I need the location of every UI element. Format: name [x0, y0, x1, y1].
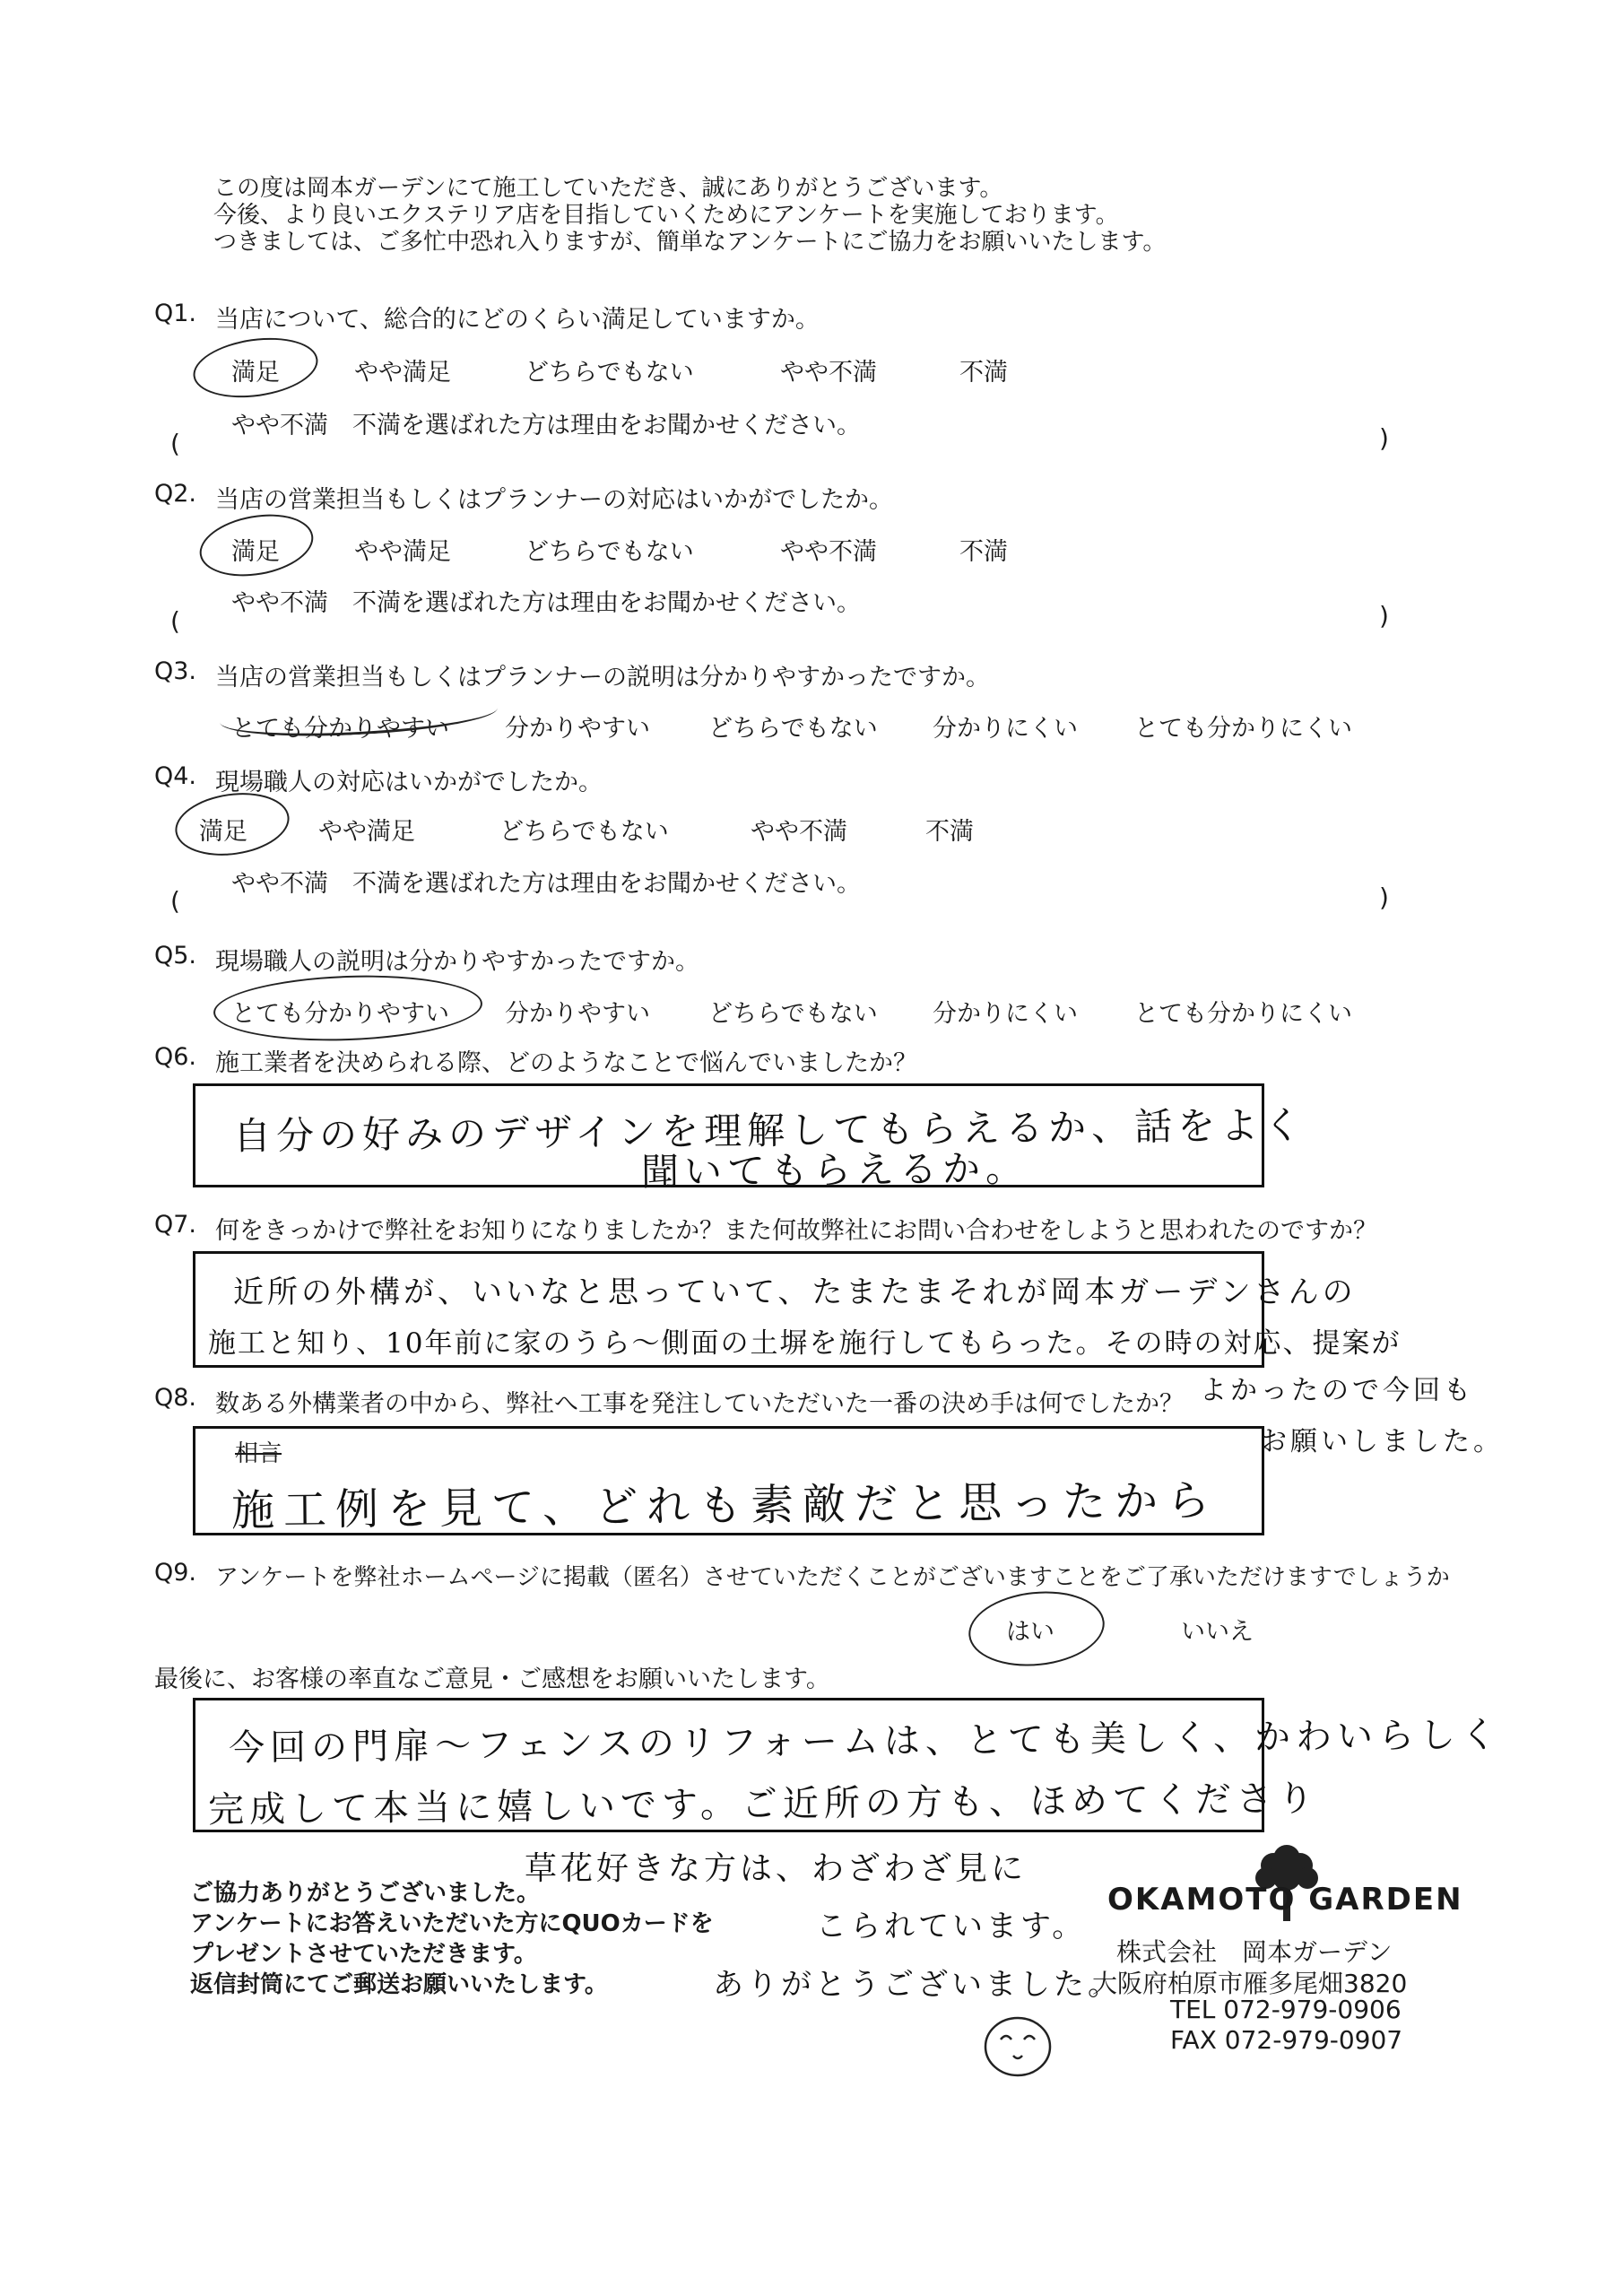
intro-line-3: つきましては、ご多忙中恐れ入りますが、簡単なアンケートにご協力をお願いいたします。	[213, 229, 1167, 256]
q2-reason-prompt: やや不満 不満を選ばれた方は理由をお聞かせください。	[231, 589, 861, 617]
q2-paren-close: )	[1379, 601, 1389, 631]
q2-paren-open: (	[170, 606, 180, 636]
q4-paren-close: )	[1379, 883, 1389, 912]
q3-question: 当店の営業担当もしくはプランナーの説明は分かりやすかったですか。	[215, 664, 990, 691]
q4-option-4[interactable]: やや不満	[751, 818, 847, 846]
company-name: 株式会社 岡本ガーデン	[1116, 1937, 1393, 1967]
q3-option-3[interactable]: どちらでもない	[708, 715, 878, 743]
q9-question: アンケートを弊社ホームページに掲載（匿名）させていただくことがございますことをご了承いただけますでしょうか	[215, 1564, 1450, 1591]
q9-yes-option[interactable]: はい	[1006, 1618, 1055, 1646]
q5-option-2[interactable]: 分かりやすい	[505, 1000, 650, 1028]
final-answer-line-4: こられています。	[816, 1909, 1087, 1944]
q5-selection-circle	[213, 971, 483, 1045]
intro-line-1: この度は岡本ガーデンにて施工していただき、誠にありがとうございます。	[213, 175, 1003, 202]
q1-selection-circle	[189, 331, 322, 405]
q4-option-2[interactable]: やや満足	[318, 818, 415, 846]
q2-option-2[interactable]: やや満足	[354, 538, 451, 566]
q3-option-2[interactable]: 分かりやすい	[505, 715, 650, 743]
q2-option-4[interactable]: やや不満	[780, 538, 877, 566]
footer-thanks-4: 返信封筒にてご郵送お願いいたします。	[190, 1971, 608, 1998]
q8-question: 数ある外構業者の中から、弊社へ工事を発注していただいた一番の決め手は何でしたか？	[215, 1390, 1184, 1418]
q1-option-5[interactable]: 不満	[959, 359, 1008, 387]
company-address: 大阪府柏原市雁多尾畑3820	[1092, 1969, 1408, 1998]
footer-thanks-3: プレゼントさせていただきます。	[190, 1941, 537, 1968]
q8-struck-text: 相言	[235, 1440, 282, 1467]
q4-reason-prompt: やや不満 不満を選ばれた方は理由をお聞かせください。	[231, 870, 861, 898]
q5-label: Q5.	[154, 942, 197, 970]
q1-label: Q1.	[154, 300, 197, 327]
q9-selection-circle	[965, 1585, 1108, 1672]
q4-option-3[interactable]: どちらでもない	[499, 818, 669, 846]
q5-option-3[interactable]: どちらでもない	[708, 1000, 878, 1028]
q5-option-1[interactable]: とても分かりやすい	[231, 1000, 449, 1028]
final-answer-line-5: ありがとうございました。	[713, 1967, 1122, 2003]
q4-paren-open: (	[170, 886, 180, 916]
q9-no-option[interactable]: いいえ	[1181, 1618, 1254, 1646]
final-answer-line-3: 草花好きな方は、わざわざ見に	[525, 1850, 1028, 1887]
smiley-face-icon	[977, 2009, 1058, 2084]
q3-label: Q3.	[154, 657, 197, 685]
q4-option-5[interactable]: 不満	[925, 818, 974, 846]
q1-paren-open: (	[170, 429, 180, 458]
q4-selection-circle	[171, 786, 293, 862]
q5-question: 現場職人の説明は分かりやすかったですか。	[215, 948, 699, 976]
final-answer-line-1: 今回の門扉〜フェンスのリフォームは、とても美しく、かわいらしく	[228, 1714, 1503, 1770]
q2-label: Q2.	[154, 480, 197, 508]
q7-answer-line-2: 施工と知り、10年前に家のうら〜側面の土塀を施行してもらった。その時の対応、提案が	[208, 1327, 1402, 1360]
q7-answer-line-4: お願いしました。	[1260, 1426, 1504, 1457]
q1-option-4[interactable]: やや不満	[780, 359, 877, 387]
q3-selection-underline	[219, 689, 499, 742]
q7-label: Q7.	[154, 1211, 197, 1239]
company-tel: TEL 072-979-0906	[1170, 1995, 1402, 2024]
q2-option-5[interactable]: 不満	[959, 538, 1008, 566]
q1-paren-close: )	[1379, 423, 1389, 453]
q3-option-1[interactable]: とても分かりやすい	[231, 715, 449, 743]
final-prompt: 最後に、お客様の率直なご意見・ご感想をお願いいたします。	[154, 1665, 830, 1693]
q6-answer-line-1: 自分の好みのデザインを理解してもらえるか、話をよく	[232, 1102, 1307, 1159]
q8-label: Q8.	[154, 1384, 197, 1412]
q9-label: Q9.	[154, 1559, 197, 1587]
q1-question: 当店について、総合的にどのくらい満足していますか。	[215, 306, 820, 334]
q1-reason-prompt: やや不満 不満を選ばれた方は理由をお聞かせください。	[231, 412, 861, 439]
q3-option-4[interactable]: 分かりにくい	[933, 715, 1078, 743]
q6-label: Q6.	[154, 1043, 197, 1071]
q5-option-4[interactable]: 分かりにくい	[933, 1000, 1078, 1028]
q4-question: 現場職人の対応はいかがでしたか。	[215, 769, 603, 796]
footer-thanks-2: アンケートにお答えいただいた方にQUOカードを	[190, 1910, 714, 1937]
q1-option-3[interactable]: どちらでもない	[525, 359, 694, 387]
intro-line-2: 今後、より良いエクステリア店を目指していくためにアンケートを実施しております。	[213, 202, 1119, 229]
q2-question: 当店の営業担当もしくはプランナーの対応はいかがでしたか。	[215, 486, 893, 514]
q3-option-5[interactable]: とても分かりにくい	[1134, 715, 1352, 743]
q4-option-1[interactable]: 満足	[199, 818, 247, 846]
q7-answer-line-3: よかったので今回も	[1200, 1375, 1474, 1406]
q6-answer-line-2: 聞いてもらえるか。	[640, 1145, 1029, 1195]
q7-question: 何をきっかけで弊社をお知りになりましたか？また何故弊社にお問い合わせをしようと思われたのですか？	[215, 1217, 1377, 1245]
q8-answer: 施工例を見て、どれも素敵だと思ったから	[230, 1475, 1219, 1536]
company-logo: OKAMOTO GARDEN	[1107, 1882, 1463, 1918]
q1-option-1[interactable]: 満足	[231, 359, 280, 387]
final-answer-line-2: 完成して本当に嬉しいです。ご近所の方も、ほめてくださり	[207, 1778, 1320, 1831]
q1-option-2[interactable]: やや満足	[354, 359, 451, 387]
q6-question: 施工業者を決められる際、どのようなことで悩んでいましたか？	[215, 1049, 917, 1077]
footer-thanks-1: ご協力ありがとうございました。	[190, 1880, 541, 1907]
q2-selection-circle	[195, 506, 318, 584]
company-fax: FAX 072-979-0907	[1170, 2025, 1403, 2055]
q5-option-5[interactable]: とても分かりにくい	[1134, 1000, 1352, 1028]
q7-answer-line-1: 近所の外構が、いいなと思っていて、たまたまそれが岡本ガーデンさんの	[233, 1274, 1357, 1310]
q2-option-3[interactable]: どちらでもない	[525, 538, 694, 566]
q4-label: Q4.	[154, 762, 197, 790]
q2-option-1[interactable]: 満足	[231, 538, 280, 566]
